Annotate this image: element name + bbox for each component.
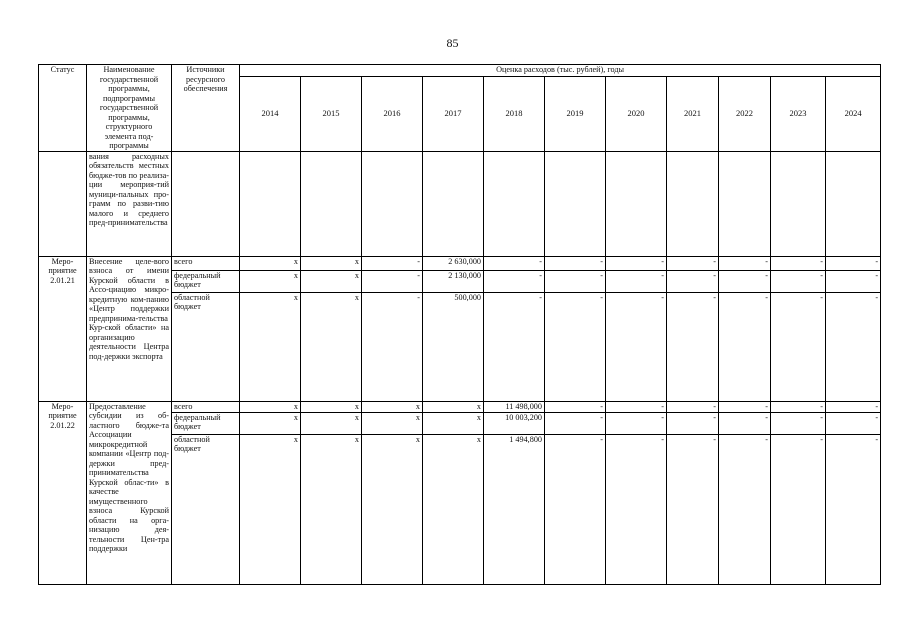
value-cell: - (484, 256, 545, 270)
value-cell: - (667, 401, 719, 412)
header-year: 2021 (667, 77, 719, 151)
value-cell: - (826, 292, 881, 401)
value-cell: x (240, 401, 301, 412)
value-cell: - (826, 256, 881, 270)
value-cell: - (606, 256, 667, 270)
source-cell: областной бюджет (172, 434, 240, 584)
status-cell: Меро-приятие 2.01.22 (39, 401, 87, 584)
value-cell: x (362, 401, 423, 412)
value-cell: - (667, 292, 719, 401)
header-name: Наименование государственной программы, подпрограммы государственной программы, структурного элемента под-программы (87, 65, 172, 152)
header-year: 2020 (606, 77, 667, 151)
value-cell: - (484, 292, 545, 401)
header-year: 2019 (545, 77, 606, 151)
expense-table (38, 64, 881, 585)
value-cell: - (719, 270, 771, 292)
value-cell: x (301, 256, 362, 270)
value-cell: - (667, 256, 719, 270)
value-cell: x (240, 434, 301, 584)
value-cell: - (545, 292, 606, 401)
value-cell: x (423, 401, 484, 412)
value-cell: - (484, 270, 545, 292)
table-row (39, 256, 881, 270)
value-cell: 2 630,000 (423, 256, 484, 270)
header-year: 2023 (771, 77, 826, 151)
value-cell: - (771, 401, 826, 412)
value-cell: x (301, 412, 362, 434)
header-year: 2017 (423, 77, 484, 151)
value-cell: x (301, 270, 362, 292)
value-cell: - (771, 434, 826, 584)
value-cell: x (423, 434, 484, 584)
value-cell: - (362, 292, 423, 401)
header-year: 2022 (719, 77, 771, 151)
header-year: 2016 (362, 77, 423, 151)
value-cell: - (545, 256, 606, 270)
value-cell: x (301, 401, 362, 412)
value-cell: - (771, 292, 826, 401)
value-cell: 11 498,000 (484, 401, 545, 412)
value-cell: x (240, 292, 301, 401)
value-cell: - (667, 412, 719, 434)
value-cell: 10 003,200 (484, 412, 545, 434)
status-cell (39, 151, 87, 256)
value-cell: - (826, 434, 881, 584)
value-cell: - (606, 434, 667, 584)
value-cell: - (771, 270, 826, 292)
value-cell: - (667, 270, 719, 292)
value-cell: - (606, 412, 667, 434)
value-cell: - (545, 412, 606, 434)
value-cell: x (240, 270, 301, 292)
value-cell: x (423, 412, 484, 434)
value-cell: - (826, 270, 881, 292)
value-cell: x (362, 434, 423, 584)
header-source: Источники ресурсного обеспечения (172, 65, 240, 152)
header-year: 2015 (301, 77, 362, 151)
value-cell: - (362, 270, 423, 292)
name-cell: Внесение целе-вого взноса от имени Курской области в Ассо-циацию микро-кредитную ком-панию «Центр поддержки предпринима-тельства Кур-ской области» на организацию деятельности Центра под-держки экспорта (87, 256, 172, 401)
header-estimate: Оценка расходов (тыс. рублей), годы (240, 65, 881, 77)
value-cell: x (362, 412, 423, 434)
status-cell: Меро-приятие 2.01.21 (39, 256, 87, 401)
value-cell: - (719, 412, 771, 434)
value-cell: - (719, 256, 771, 270)
value-cell: - (771, 412, 826, 434)
value-cell: - (545, 434, 606, 584)
value-cell: - (606, 270, 667, 292)
table-row (39, 401, 881, 412)
value-cell: - (719, 292, 771, 401)
value-cell: x (240, 256, 301, 270)
name-cell: вания расходных обязательств местных бюдже-тов по реализа-ции мероприя-тий муници-пальных про-грамм по разви-тию малого и среднего пред-принимательства (87, 151, 172, 256)
value-cell: - (667, 434, 719, 584)
value-cell: - (606, 292, 667, 401)
header-year: 2018 (484, 77, 545, 151)
continuation-row (39, 151, 881, 256)
source-cell: всего (172, 401, 240, 412)
value-cell: - (771, 256, 826, 270)
source-cell (172, 151, 240, 256)
header-year: 2014 (240, 77, 301, 151)
source-cell: федеральный бюджет (172, 270, 240, 292)
value-cell: - (545, 401, 606, 412)
value-cell: x (240, 412, 301, 434)
value-cell: 500,000 (423, 292, 484, 401)
value-cell: - (545, 270, 606, 292)
source-cell: областной бюджет (172, 292, 240, 401)
value-cell: - (826, 401, 881, 412)
value-cell: - (362, 256, 423, 270)
value-cell: 2 130,000 (423, 270, 484, 292)
source-cell: федеральный бюджет (172, 412, 240, 434)
page-number: 85 (446, 36, 459, 50)
header-status: Статус (39, 65, 87, 152)
value-cell: x (301, 292, 362, 401)
header-year: 2024 (826, 77, 881, 151)
value-cell: - (719, 434, 771, 584)
value-cell: - (826, 412, 881, 434)
value-cell: - (719, 401, 771, 412)
value-cell: x (301, 434, 362, 584)
name-cell: Предоставление субсидии из об-ластного бюдже-та Ассоциации микрокредитной компании «Центр под-держки пред-принимательства Курской облас-ти» в качестве имущественного взноса Курской области на орга-низацию дея-тельности Цен-тра поддержки (87, 401, 172, 584)
source-cell: всего (172, 256, 240, 270)
value-cell: - (606, 401, 667, 412)
value-cell: 1 494,800 (484, 434, 545, 584)
